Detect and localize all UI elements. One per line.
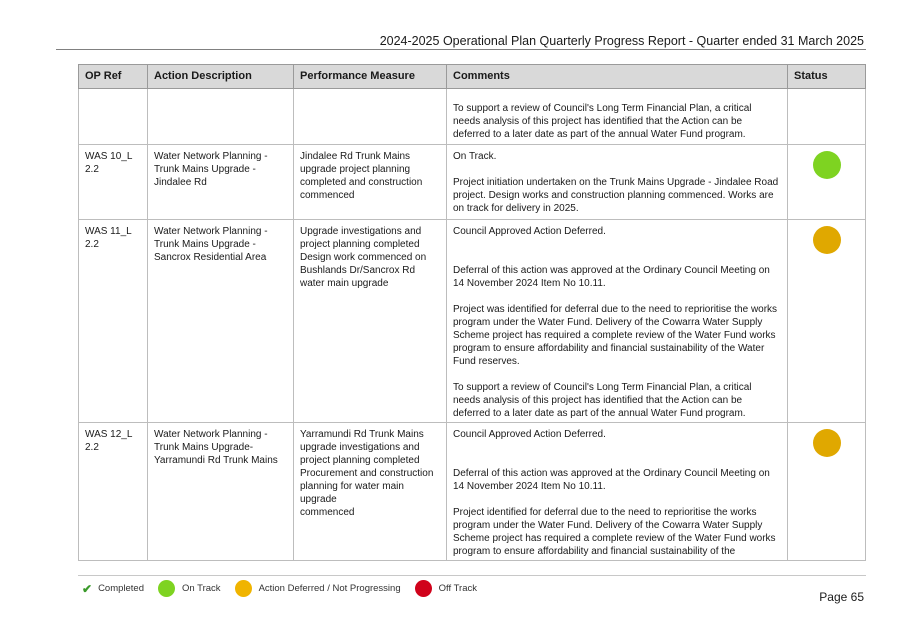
legend-item-completed	[82, 582, 144, 596]
op-ref-cell: WAS 11_L 2.2	[79, 220, 148, 423]
status-legend	[82, 580, 491, 597]
performance-measure-cell	[294, 89, 447, 145]
legend-label: On Track	[182, 583, 221, 594]
action-description-cell: Water Network Planning - Trunk Mains Upgrade - Sancrox Residential Area	[148, 220, 294, 423]
action-description-cell	[148, 89, 294, 145]
table-row	[79, 145, 866, 220]
status-cell	[788, 423, 866, 561]
report-title: 2024-2025 Operational Plan Quarterly Progress Report - Quarter ended 31 March 2025	[379, 34, 864, 48]
performance-measure-cell: Jindalee Rd Trunk Mains upgrade project planning completed and construction commenced	[294, 145, 447, 220]
status-cell	[788, 89, 866, 145]
performance-measure-cell: Yarramundi Rd Trunk Mains upgrade investigations and project planning completed Procurement and construction planning for water main upgrade commenced	[294, 423, 447, 561]
status-cell	[788, 220, 866, 423]
legend-label: Completed	[98, 583, 145, 594]
header-divider	[56, 49, 866, 50]
footer-divider	[78, 575, 866, 576]
column-header-status: Status	[788, 65, 866, 89]
column-header-performance-measure: Performance Measure	[294, 65, 447, 89]
deferred-status-icon	[813, 429, 841, 457]
red-dot-icon	[415, 580, 432, 597]
comments-cell: To support a review of Council's Long Term Financial Plan, a critical needs analysis of this project has identified that the Action can be deferred to a later date as part of the annual Water Fund program.	[447, 89, 788, 145]
page-number: Page 65	[819, 590, 864, 604]
deferred-status-icon	[813, 226, 841, 254]
column-header-action-description: Action Description	[148, 65, 294, 89]
comments-cell: Council Approved Action Deferred. Deferral of this action was approved at the Ordinary Council Meeting on 14 November 2024 Item No 10.11. Project was identified for deferral due to the need to reprioritise the works program under the Water Fund. Delivery of the Cowarra Water Supply Scheme project has required a complete review of the Water Fund works program to ensure affordability and financial sustainability of the Water Fund reserves. To support a review of Council's Long Term Financial Plan, a critical needs analysis of this project has identified that the Action can be deferred to a later date as part of the annual Water Fund program.	[447, 220, 788, 423]
performance-measure-cell: Upgrade investigations and project planning completed Design work commenced on Bushlands Dr/Sancrox Rd water main upgrade	[294, 220, 447, 423]
op-ref-cell: WAS 10_L 2.2	[79, 145, 148, 220]
legend-label: Action Deferred / Not Progressing	[258, 583, 401, 594]
amber-dot-icon	[235, 580, 252, 597]
green-dot-icon	[158, 580, 175, 597]
table-row	[79, 220, 866, 423]
check-icon: ✔	[82, 581, 93, 596]
column-header-op-ref: OP Ref	[79, 65, 148, 89]
table-header-row	[79, 65, 866, 89]
comments-cell: Council Approved Action Deferred. Deferral of this action was approved at the Ordinary Council Meeting on 14 November 2024 Item No 10.11. Project identified for deferral due to the need to reprioritise the works program under the Water Fund. Delivery of the Cowarra Water Supply Scheme project has required a complete review of the Water Fund works program to ensure affordability and financial sustainability of the	[447, 423, 788, 561]
table-row	[79, 423, 866, 561]
legend-item-on-track	[158, 580, 221, 597]
table-row	[79, 89, 866, 145]
status-cell	[788, 145, 866, 220]
action-description-cell: Water Network Planning - Trunk Mains Upgrade - Jindalee Rd	[148, 145, 294, 220]
legend-item-off-track	[415, 580, 477, 597]
comments-cell: On Track. Project initiation undertaken on the Trunk Mains Upgrade - Jindalee Road project. Design works and construction planning commenced. Works are on track for delivery in 2025.	[447, 145, 788, 220]
legend-label: Off Track	[438, 583, 477, 594]
op-ref-cell	[79, 89, 148, 145]
on-track-status-icon	[813, 151, 841, 179]
legend-item-deferred	[235, 580, 401, 597]
action-description-cell: Water Network Planning - Trunk Mains Upgrade- Yarramundi Rd Trunk Mains	[148, 423, 294, 561]
progress-table	[78, 64, 866, 561]
op-ref-cell: WAS 12_L 2.2	[79, 423, 148, 561]
column-header-comments: Comments	[447, 65, 788, 89]
